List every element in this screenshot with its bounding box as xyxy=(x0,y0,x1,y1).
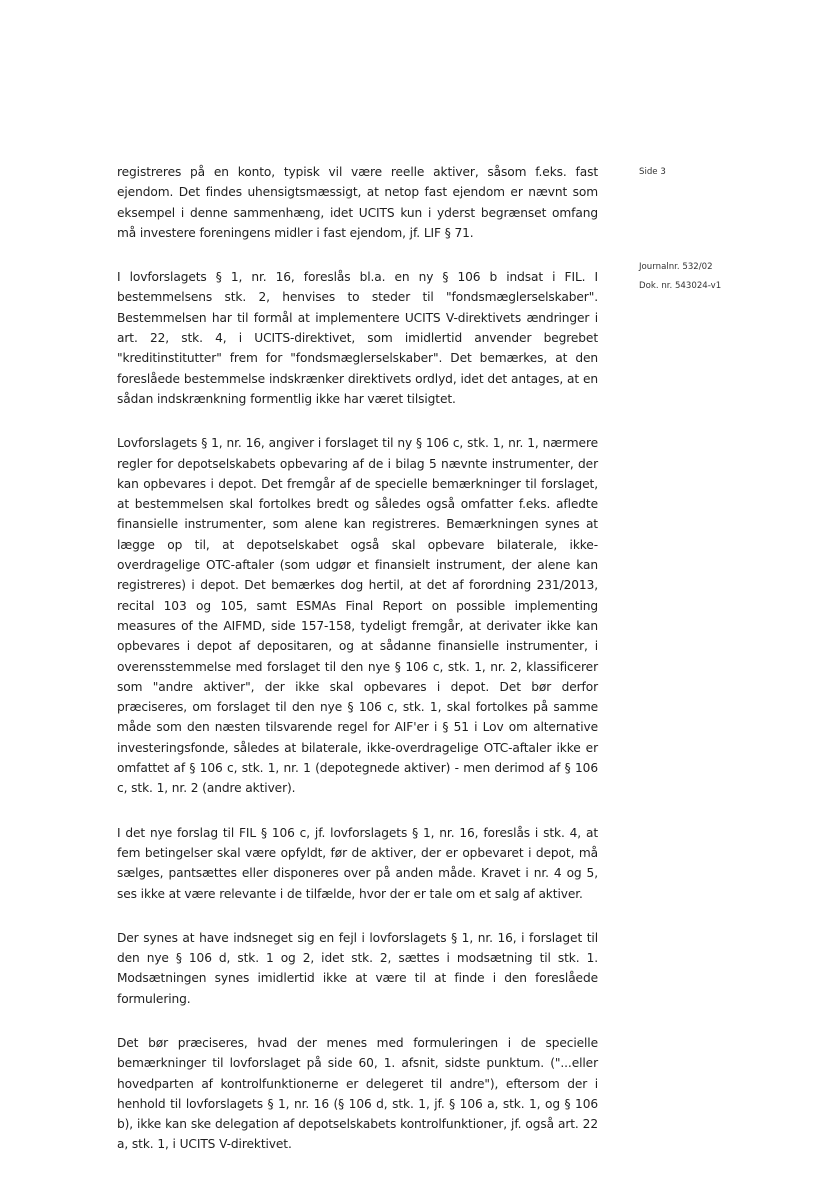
paragraph-4: I det nye forslag til FIL § 106 c, jf. lovforslagets § 1, nr. 16, foreslås i stk. 4, at fem betingelser skal være opfyldt, før de aktiver, der er opbevaret i depot, må sælges, pantsættes eller disponeres over på anden måde. Kravet i nr. 4 og 5, ses ikke at være relevante i de tilfælde, hvor der er tale om et salg af aktiver. xyxy=(117,825,598,901)
paragraph-2: I lovforslagets § 1, nr. 16, foreslås bl.a. en ny § 106 b indsat i FIL. I bestemmelsens stk. 2, henvises to steder til "fondsmæglerselskaber". Bestemmelsen har til formål at implementere UCITS V-direktivets ændringer i art. 22, stk. 4, i UCITS-direktivet, som imidlertid anvender begrebet "kreditinstitutter" frem for "fondsmæglerselskaber". Det bemærkes, at den foreslåede bestemmelse indskrænker direktivets ordlyd, idet det antages, at en sådan indskrænkning formentlig ikke har været tilsigtet. xyxy=(117,270,598,406)
page-label: Side 3 xyxy=(639,167,666,177)
document-body xyxy=(117,162,598,1179)
document-reference xyxy=(639,258,721,296)
document-number: Dok. nr. 543024-v1 xyxy=(639,281,722,291)
page-number xyxy=(639,163,666,182)
journal-number: Journalnr. 532/02 xyxy=(639,262,713,272)
paragraph-5: Der synes at have indsneget sig en fejl i lovforslagets § 1, nr. 16, i forslaget til den nye § 106 d, stk. 1 og 2, idet stk. 2, sættes i modsætning til stk. 1. Modsætningen synes imidlertid ikke at være til at finde i den foreslåede formulering. xyxy=(117,930,598,1006)
paragraph-3: Lovforslagets § 1, nr. 16, angiver i forslaget til ny § 106 c, stk. 1, nr. 1, nærmere regler for depotselskabets opbevaring af de i bilag 5 nævnte instrumenter, der kan opbevares i depot. Det fremgår af de specielle bemærkninger til forslaget, at bestemmelsen skal fortolkes bredt og således også omfatter f.eks. afledte finansielle instrumenter, som alene kan registreres. Bemærkningen synes at lægge op til, at depotselskabet også skal opbevare bilaterale, ikke-overdragelige OTC-aftaler (som udgør et finansielt instrument, der alene kan registreres) i depot. Det bemærkes dog hertil, at det af forordning 231/2013, recital 103 og 105, samt ESMAs Final Report on possible implementing measures of the AIFMD, side 157-158, tydeligt fremgår, at derivater ikke kan opbevares i depot af depositaren, og at sådanne finansielle instrumenter, i overensstemmelse med forslaget til den nye § 106 c, stk. 1, nr. 2, klassificerer som "andre aktiver", der ikke skal opbevares i depot. Det bør derfor præciseres, om forslaget til den nye § 106 c, stk. 1, skal fortolkes på samme måde som den næsten tilsvarende regel for AIF'er i § 51 i Lov om alternative investeringsfonde, således at bilaterale, ikke-overdragelige OTC-aftaler ikke er omfattet af § 106 c, stk. 1, nr. 1 (depotegnede aktiver) - men derimod af § 106 c, stk. 1, nr. 2 (andre aktiver). xyxy=(117,436,598,796)
paragraph-1: registreres på en konto, typisk vil være reelle aktiver, såsom f.eks. fast ejendom. Det findes uhensigtsmæssigt, at netop fast ejendom er nævnt som eksempel i denne sammenhæng, idet UCITS kun i yderst begrænset omfang må investere foreningens midler i fast ejendom, jf. LIF § 71. xyxy=(117,165,598,240)
paragraph-6: Det bør præciseres, hvad der menes med formuleringen i de specielle bemærkninger til lovforslaget på side 60, 1. afsnit, sidste punktum. ("...eller hovedparten af kontrolfunktionerne er delegeret til andre"), eftersom der i henhold til lovforslagets § 1, nr. 16 (§ 106 d, stk. 1, jf. § 106 a, stk. 1, og § 106 b), ikke kan ske delegation af depotselskabets kontrolfunktioner, jf. også art. 22 a, stk. 1, i UCITS V-direktivet. xyxy=(117,1035,598,1152)
